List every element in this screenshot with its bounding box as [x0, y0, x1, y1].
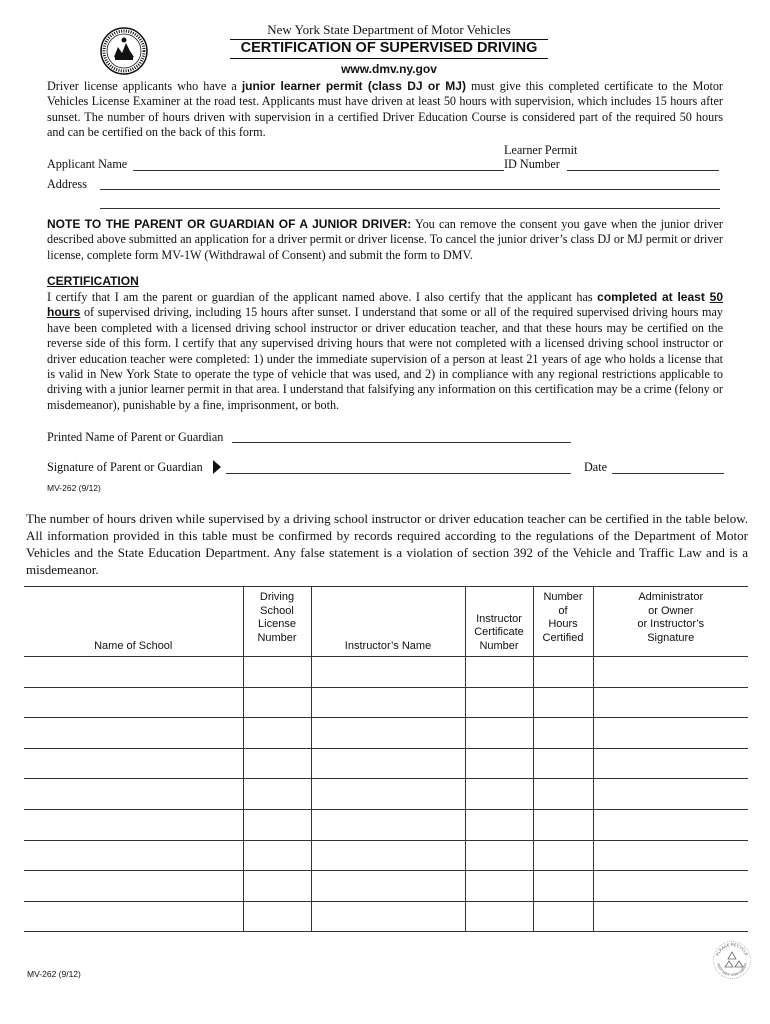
header-signature: Administrator or Owner or Instructor’s Signature	[593, 587, 748, 657]
printed-name-field[interactable]	[232, 442, 571, 443]
intro-paragraph: Driver license applicants who have a junior learner permit (class DJ or MJ) must give this completed certificate to the Motor Vehicles License Examiner at the road test. Applicants must have driven at least 50 hours with supervision, which includes 15 hours after sunset. The number of hours driven with supervision in a certified Driver Education Course is considered part of the required 50 hours and can be certified on the back of this form.	[47, 79, 723, 140]
learner-permit-label: Learner Permit	[504, 143, 578, 157]
supervised-hours-table	[24, 586, 748, 932]
table-row[interactable]	[24, 779, 748, 810]
address-field-line-2[interactable]	[100, 208, 720, 209]
address-field-line-1[interactable]	[100, 189, 720, 190]
date-label: Date	[584, 460, 608, 474]
agency-name: New York State Department of Motor Vehicles	[230, 22, 548, 40]
header-school-name: Name of School	[24, 587, 243, 657]
table-row[interactable]	[24, 871, 748, 902]
recycle-badge-text: PLEASE RECYCLE	[714, 941, 750, 957]
note-heading: NOTE TO THE PARENT OR GUARDIAN OF A JUNIOR DRIVER:	[47, 217, 412, 231]
note-paragraph: NOTE TO THE PARENT OR GUARDIAN OF A JUNIOR DRIVER: You can remove the consent you gave when the junior driver described above submitted an application for a driver permit or driver license. To cancel the junior driver’s class DJ or MJ permit or driver license, complete form MV-1W (Withdrawal of Consent) and submit the form to DMV.	[47, 217, 723, 262]
table-row[interactable]	[24, 748, 748, 779]
arrow-right-icon	[212, 459, 222, 475]
applicant-name-field[interactable]	[133, 170, 504, 171]
table-row[interactable]	[24, 901, 748, 932]
header-license-number: Driving School License Number	[243, 587, 311, 657]
learner-permit-id-field[interactable]	[567, 170, 719, 171]
table-instructions: The number of hours driven while supervised by a driving school instructor or driver education teacher can be certified in the table below. All information provided in this table must be confirmed by records required according to the regulations of the Department of Motor Vehicles and the State Education Department. Any false statement is a violation of section 392 of the Vehicle and Traffic Law and is a misdemeanor.	[26, 511, 748, 577]
applicant-name-label: Applicant Name	[47, 157, 128, 171]
table-row[interactable]	[24, 840, 748, 871]
certification-paragraph: I certify that I am the parent or guardian of the applicant named above. I also certify that the applicant has completed at least 50 hours of supervised driving, including 15 hours after sunset. I understand that some or all of the required supervised driving hours may have been completed with a licensed driving school instructor or driver education teacher, and that these hours may be certified on the reverse side of this form. I certify that any supervised driving hours that were not completed with a licensed driving school instructor or driver education teacher were completed: 1) under the immediate supervision of a person at least 21 years of age who holds a license that is valid in New York State to operate the type of vehicle that was used, and 2) in compliance with any regional restrictions applicable to driving with a junior learner permit in that area. I understand that falsifying any information on this certification may be a crime (felony or misdemeanor), punishable by a fine, imprisonment, or both.	[47, 290, 723, 412]
table-row[interactable]	[24, 718, 748, 749]
id-number-label: ID Number	[504, 157, 560, 171]
header-hours-certified: Number of Hours Certified	[533, 587, 593, 657]
date-field[interactable]	[612, 473, 724, 474]
recycle-icon	[712, 940, 752, 980]
form-code: MV-262 (9/12)	[47, 483, 101, 493]
table-header-row	[24, 587, 748, 657]
printed-name-label: Printed Name of Parent or Guardian	[47, 430, 224, 444]
form-title: CERTIFICATION OF SUPERVISED DRIVING	[230, 40, 548, 59]
header-instructor-name: Instructor’s Name	[311, 587, 465, 657]
footer-form-code: MV-262 (9/12)	[27, 969, 81, 979]
svg-text:PLEASE RECYCLE	[715, 942, 749, 957]
website-link[interactable]: www.dmv.ny.gov	[341, 62, 437, 76]
signature-field[interactable]	[226, 473, 571, 474]
table-row[interactable]	[24, 657, 748, 688]
table-row[interactable]	[24, 809, 748, 840]
certification-heading: CERTIFICATION	[47, 274, 139, 288]
signature-label: Signature of Parent or Guardian	[47, 460, 203, 474]
nys-seal-icon	[100, 27, 148, 75]
recycle-badge-bottom-text: KEEP NEW YORK GREEN	[716, 962, 748, 978]
address-label: Address	[47, 177, 87, 191]
table-row[interactable]	[24, 687, 748, 718]
header-certificate-number: Instructor Certificate Number	[465, 587, 533, 657]
